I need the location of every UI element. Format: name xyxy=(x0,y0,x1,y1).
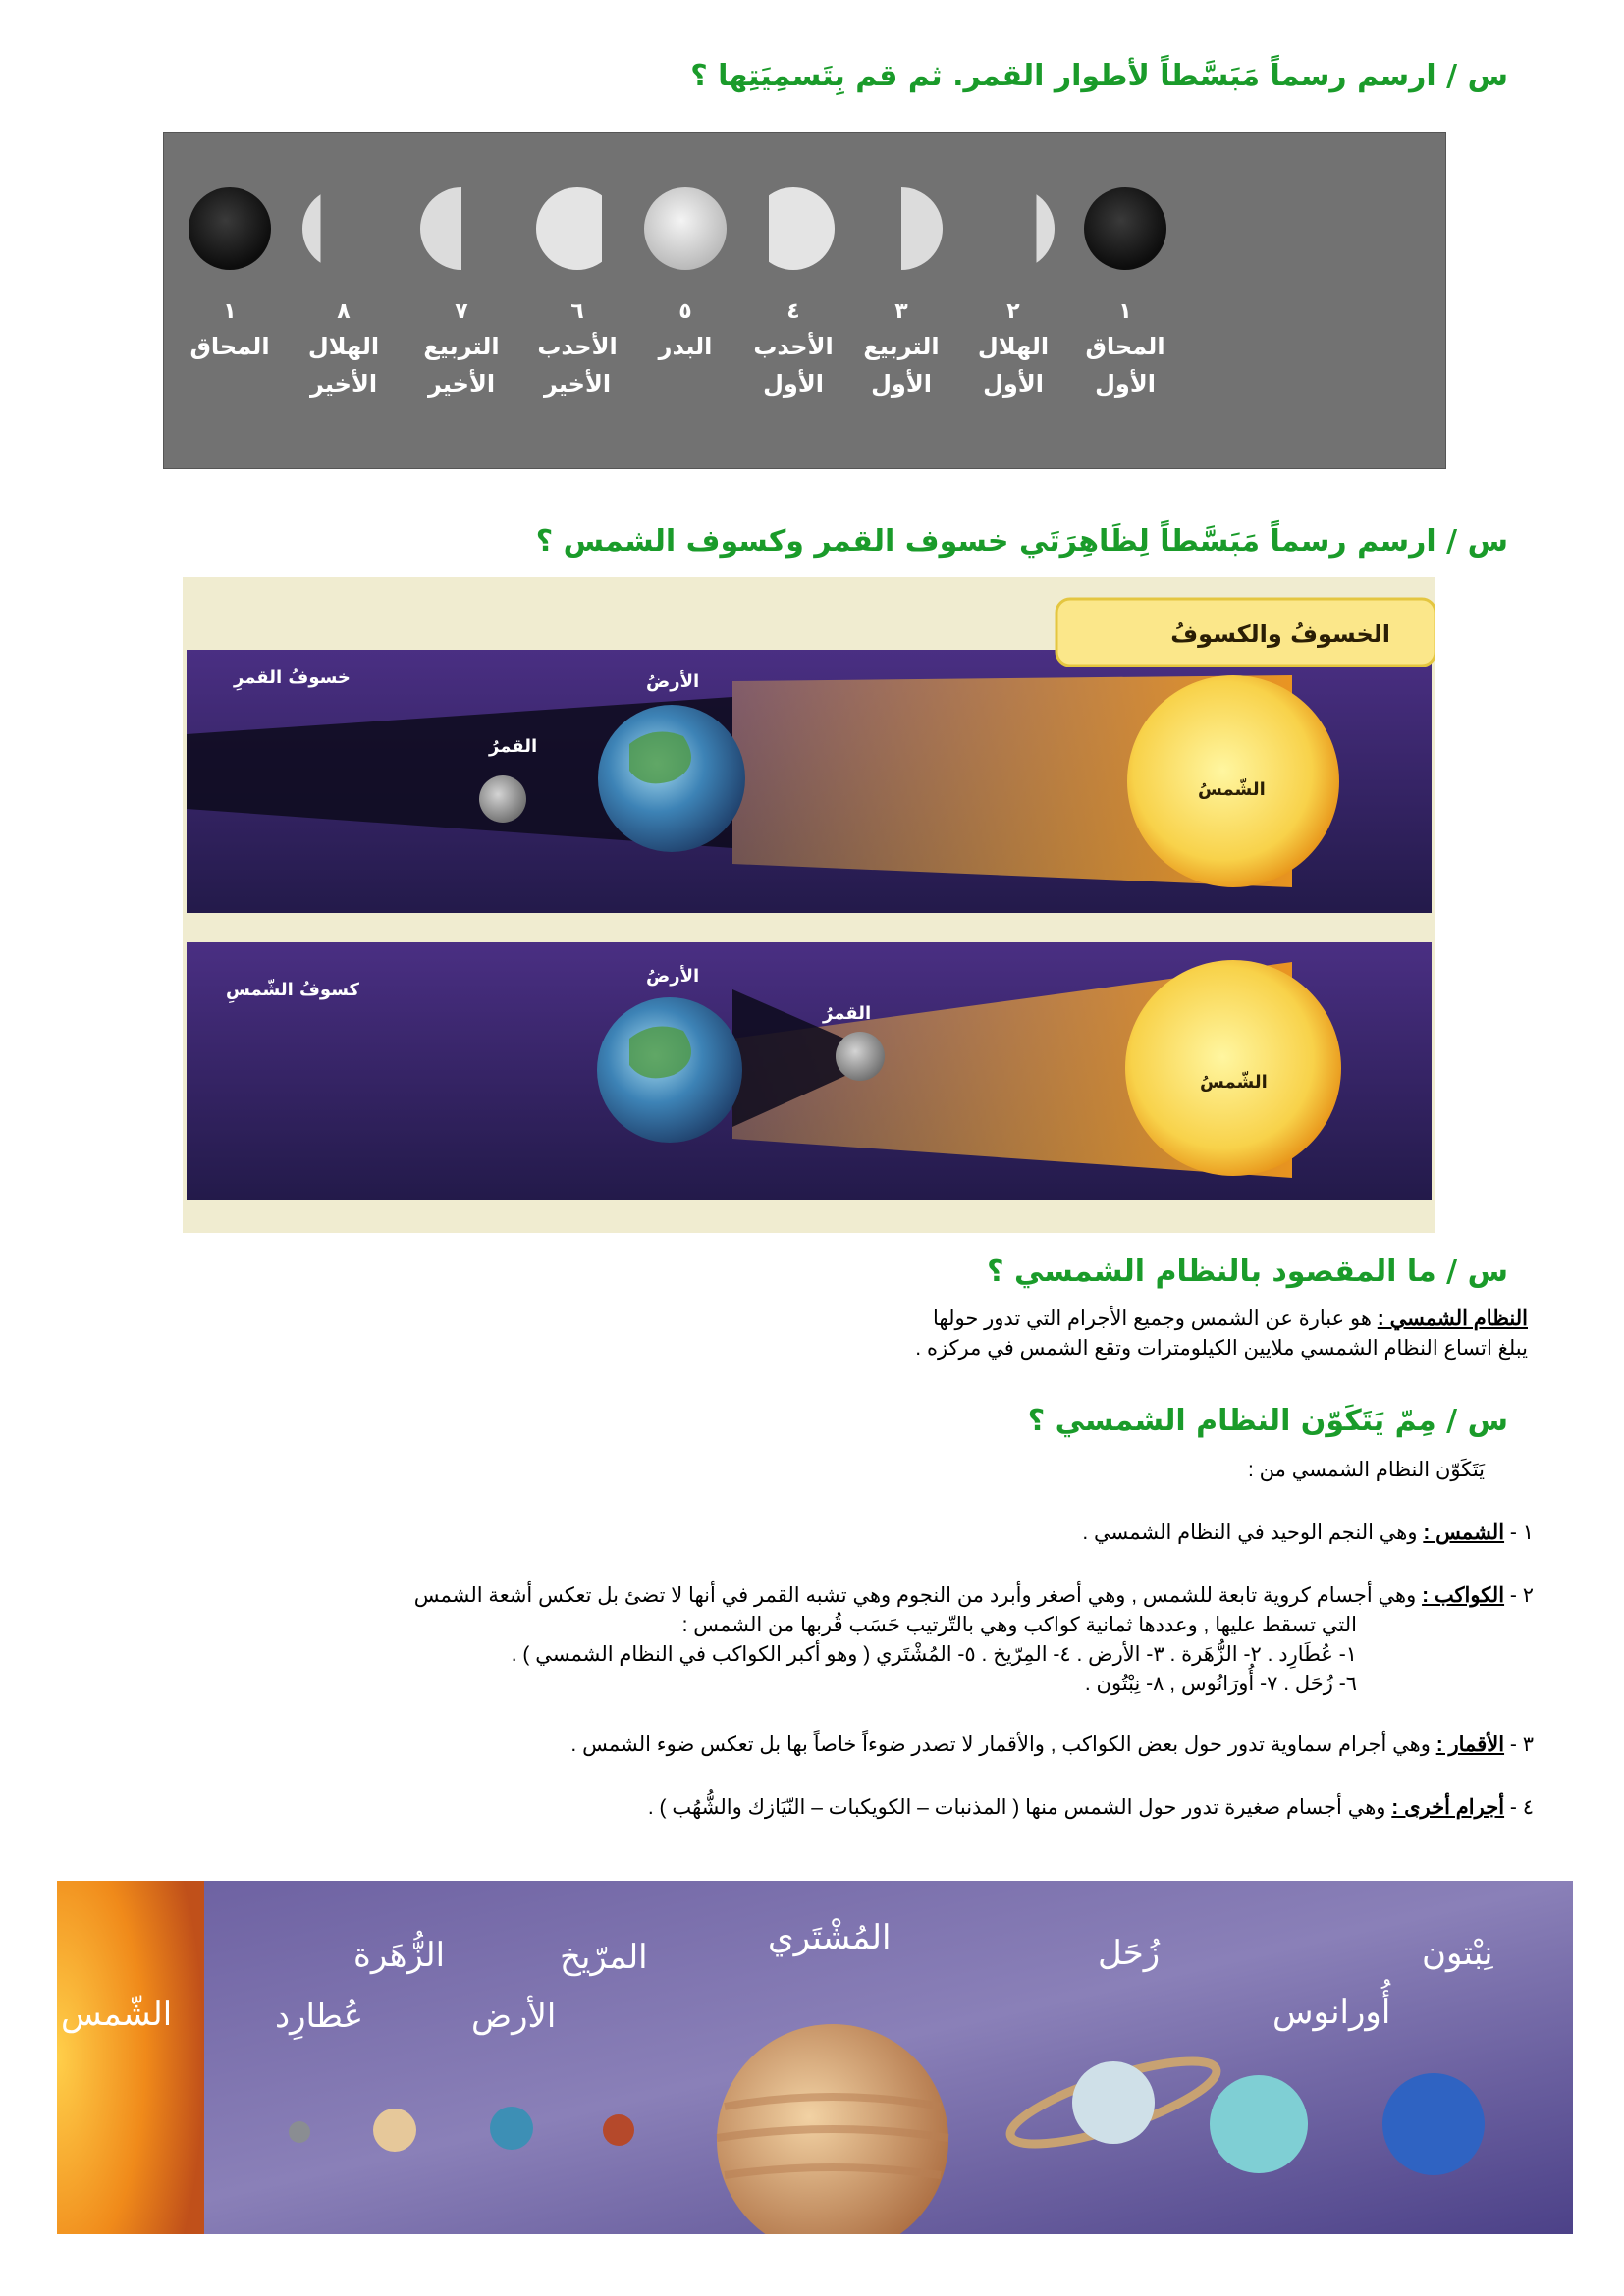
moon-phase-name-line-1: البدر xyxy=(658,333,713,360)
venus-label: الزُّهَرة xyxy=(353,1936,446,1975)
moon-phase-name-line-1: التربيع xyxy=(423,333,500,360)
moon-phase-disk xyxy=(302,187,385,270)
item-text: وهي أجرام سماوية تدور حول بعض الكواكب , والأقمار لا تصدر ضوءاً خاصاً بها بل تعكس ضوء الشمس . xyxy=(570,1734,1431,1756)
item-number: ٣ - xyxy=(1509,1734,1534,1756)
moon-phase-name-line-1: المحاق xyxy=(1085,333,1165,360)
moon-phase-number: ٨ xyxy=(337,299,351,324)
item-text: وهي أجسام صغيرة تدور حول الشمس منها ( المذنبات – الكويكبات – النّيَازك والشُّهُب ) . xyxy=(647,1796,1386,1819)
moon-phase-disk xyxy=(644,187,727,270)
mercury-body xyxy=(289,2121,310,2143)
sun-body xyxy=(57,1881,204,2234)
question-moon-phases xyxy=(690,59,1508,93)
moon-phase-name-line-1: الأحدب xyxy=(537,333,618,360)
item-number: ٤ - xyxy=(1509,1796,1534,1819)
moon-phase-disk xyxy=(752,187,835,270)
moon-phase-name-line-2: الأخير xyxy=(309,370,378,398)
moon-phase-name-line-2: الأول xyxy=(983,370,1044,398)
solar-caption: كسوفُ الشّمسِ xyxy=(226,980,360,1000)
eclipse-illustration xyxy=(183,577,1435,1233)
moon-phase-disk xyxy=(860,187,943,270)
mars-body xyxy=(603,2114,634,2146)
moon-phase-number: ١ xyxy=(223,299,237,324)
item-text: وهي أجسام كروية تابعة للشمس , وهي أصغر وأبرد من النجوم وهي تشبه القمر في أنها لا تضئ بل تعكس أشعة الشمس xyxy=(413,1584,1417,1607)
planets-illustration xyxy=(57,1881,1573,2234)
lunar-moon-label: القمرُ xyxy=(489,736,538,757)
question-text: مِمّ يَتَكَوّن النظام الشمسي ؟ xyxy=(1027,1404,1436,1438)
venus-body xyxy=(373,2109,416,2152)
jupiter-label: المُشْتَري xyxy=(768,1918,892,1957)
moon-phase-name-line-2: الأول xyxy=(1095,370,1156,398)
question-text: ما المقصود بالنظام الشمسي ؟ xyxy=(987,1255,1436,1289)
moon-phase-disk xyxy=(1084,187,1166,270)
moon-phase-name xyxy=(1052,328,1199,402)
moon-phase-number: ٣ xyxy=(894,299,908,324)
neptune-body xyxy=(1382,2073,1485,2175)
mars-label: المرّيخ xyxy=(560,1938,648,1977)
item-planets xyxy=(414,1582,1534,1610)
definition-term: النظام الشمسي : xyxy=(1377,1308,1528,1330)
lunar-sun-label: الشّمسُ xyxy=(1198,779,1266,800)
question-slash: / xyxy=(1446,1404,1458,1438)
question-prefix: س xyxy=(1467,524,1508,559)
lunar-earth-label: الأرضُ xyxy=(646,671,700,692)
saturn-body xyxy=(1072,2061,1155,2144)
moon-phase-disk xyxy=(420,187,503,270)
moon-phase-disk xyxy=(189,187,271,270)
lunar-moon xyxy=(479,775,526,823)
moon-phase-name-line-1: المحاق xyxy=(189,333,270,360)
moon-phase xyxy=(1052,187,1199,402)
question-solar-system-composition xyxy=(1028,1404,1508,1438)
moon-phase-name-line-1: الهلال xyxy=(307,333,380,360)
item-planets-line-2: التي تسقط عليها , وعددها ثمانية كواكب وهي بالتّرتيب حَسَب قُربها من الشمس : xyxy=(681,1614,1357,1636)
moon-phase-number: ١ xyxy=(1118,299,1132,324)
eclipse-drawing xyxy=(183,577,1435,1233)
item-term: الشمس : xyxy=(1423,1522,1505,1544)
question-slash: / xyxy=(1446,1255,1458,1289)
composition-intro: يَتَكَوّن النظام الشمسي من : xyxy=(1248,1459,1485,1481)
item-number: ٢ - xyxy=(1509,1584,1534,1607)
uranus-body xyxy=(1210,2075,1308,2173)
planets-order-line-2: ٦- زُحَل . ٧- أُورَانُوس , ٨- نِبْتُون . xyxy=(1084,1673,1357,1695)
solar-sun-label: الشّمسُ xyxy=(1200,1072,1268,1093)
uranus-label: أُورانوس xyxy=(1272,1993,1391,2032)
neptune-label: نِبْتون xyxy=(1422,1934,1493,1973)
planets-order-line-1: ١- عُطَارِد . ٢- الزُّهَرة . ٣- الأرض . ٤- المِرّيخ . ٥- المُشْتَري ( وهو أكبر الكواكب في النظام الشمسي ) . xyxy=(511,1643,1357,1666)
solar-moon xyxy=(836,1032,885,1081)
item-text: وهي النجم الوحيد في النظام الشمسي . xyxy=(1082,1522,1418,1544)
moon-phase-disk xyxy=(536,187,619,270)
item-sun xyxy=(1082,1520,1534,1547)
question-slash: / xyxy=(1446,524,1458,559)
moon-phase-number: ٦ xyxy=(570,299,584,324)
question-prefix: س xyxy=(1467,1404,1508,1438)
item-number: ١ - xyxy=(1509,1522,1534,1544)
sun-label: الشّمس xyxy=(61,1995,173,2034)
moon-phase-name-line-1: التربيع xyxy=(863,333,940,360)
moon-phase-number: ٢ xyxy=(1006,299,1020,324)
item-term: الكواكب : xyxy=(1422,1584,1505,1607)
question-solar-system-meaning xyxy=(987,1255,1508,1289)
question-slash: / xyxy=(1446,59,1458,93)
moon-phase-name-line-2: الأول xyxy=(763,370,824,398)
moon-phase-name-line-1: الأحدب xyxy=(753,333,834,360)
item-moons xyxy=(570,1732,1534,1759)
earth-body xyxy=(490,2107,533,2150)
moon-phase-name-line-2: الأخير xyxy=(543,370,612,398)
moon-phase-name-line-2: الأخير xyxy=(427,370,496,398)
saturn-label: زُحَل xyxy=(1098,1934,1161,1973)
question-text: ارسم رسماً مَبَسَّطاً لِظَاهِرَتَي خسوف القمر وكسوف الشمس ؟ xyxy=(535,524,1436,559)
earth-label: الأرض xyxy=(471,1997,557,2036)
definition-text: هو عبارة عن الشمس وجميع الأجرام التي تدور حولها xyxy=(933,1308,1372,1330)
definition-line-1 xyxy=(933,1306,1528,1333)
item-term: أجرام أخرى : xyxy=(1391,1796,1505,1819)
moon-phases-panel xyxy=(163,132,1446,469)
moon-phase-disk xyxy=(972,187,1055,270)
solar-earth-label: الأرضُ xyxy=(646,966,700,987)
question-prefix: س xyxy=(1467,59,1508,93)
eclipse-title: الخسوفُ والكسوفُ xyxy=(1170,620,1390,648)
item-other-bodies xyxy=(648,1794,1534,1822)
definition-line-2: يبلغ اتساع النظام الشمسي ملايين الكيلومترات وتقع الشمس في مركزه . xyxy=(915,1337,1528,1360)
question-eclipses xyxy=(536,524,1508,559)
moon-phase-name-line-1: الهلال xyxy=(977,333,1050,360)
moon-phase-number: ٧ xyxy=(455,299,468,324)
moon-phase-number: ٥ xyxy=(678,299,692,324)
mercury-label: عُطارِد xyxy=(275,1997,364,2036)
solar-moon-label: القمرُ xyxy=(823,1003,872,1024)
question-prefix: س xyxy=(1467,1255,1508,1289)
lunar-caption: خسوفُ القمرِ xyxy=(234,667,351,688)
question-text: ارسم رسماً مَبَسَّطاً لأطوار القمر. ثم قم بِتَسمِيَتِها ؟ xyxy=(690,59,1436,93)
moon-phase-number: ٤ xyxy=(786,299,800,324)
solar-sun xyxy=(1125,960,1341,1176)
item-term: الأقمار : xyxy=(1435,1734,1505,1756)
moon-phase-name-line-2: الأول xyxy=(871,370,932,398)
